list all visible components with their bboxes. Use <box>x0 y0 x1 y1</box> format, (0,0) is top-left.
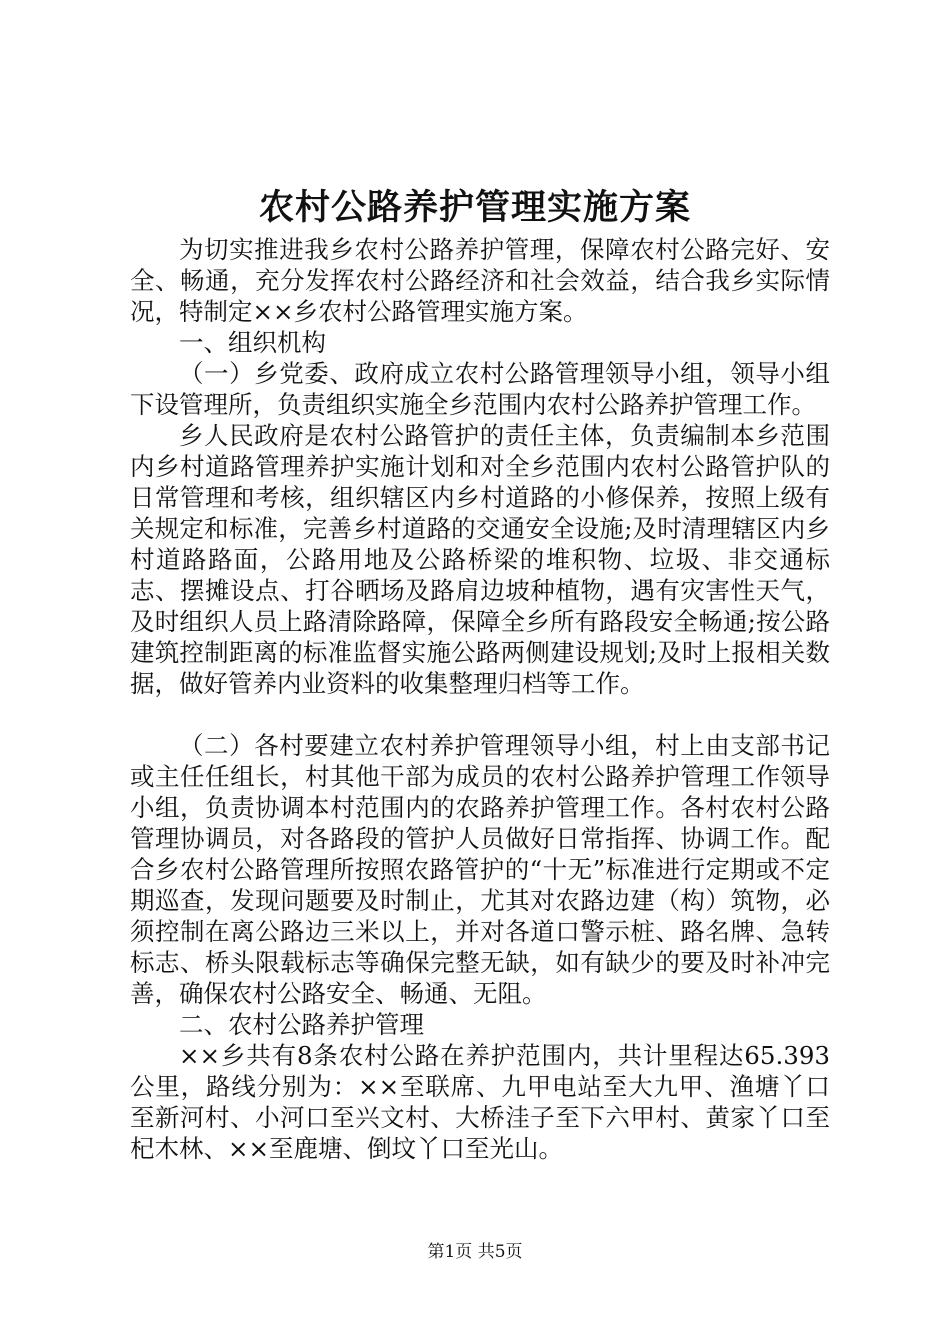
section-heading-organization: 一、组织机构 <box>179 328 326 357</box>
page-number-footer: 第1页 共5页 <box>427 1242 523 1262</box>
intro-paragraph: 为切实推进我乡农村公路养护管理，保障农村公路完好、安全、畅通，充分发挥农村公路经济和社会效益，结合我乡实际情况，特制定××乡农村公路管理实施方案。 <box>130 235 830 326</box>
document-title: 农村公路养护管理实施方案 <box>258 187 691 228</box>
paragraph-subsection-two: （二）各村要建立农村养护管理领导小组，村上由支部书记或主任任组长，村其他干部为成员的农村公路养护管理工作领导小组，负责协调本村范围内的农路养护管理工作。各村农村公路管理协调员，对各路段的管护人员做好日常指挥、协调工作。配合乡农村公路管理所按照农路管护的“十无”标准进行定期或不定期巡查，发现问题要及时制止，尤其对农路边建（构）筑物，必须控制在离公路边三米以上，并对各道口警示桩、路名牌、急转标志、桥头限载标志等确保完整无缺，如有缺少的要及时补冲完善，确保农村公路安全、畅通、无阻。 <box>130 731 830 1008</box>
paragraph-road-list: ××乡共有8条农村公路在养护范围内，共计里程达65.393公里，路线分别为：××至联席、九甲电站至大九甲、渔塘丫口至新河村、小河口至兴文村、大桥洼子至下六甲村、黄家丫口至杞木林、××至鹿塘、倒坟丫口至光山。 <box>130 1041 830 1163</box>
document-body <box>130 234 830 1164</box>
paragraph-subsection-one: （一）乡党委、政府成立农村公路管理领导小组，领导小组下设管理所，负责组织实施全乡范围内农村公路养护管理工作。 <box>130 359 830 419</box>
paragraph-township-government: 乡人民政府是农村公路管护的责任主体，负责编制本乡范围内乡村道路管理养护实施计划和对全乡范围内农村公路管护队的日常管理和考核，组织辖区内乡村道路的小修保养，按照上级有关规定和标准，完善乡村道路的交通安全设施;及时清理辖区内乡村道路路面，公路用地及公路桥梁的堆积物、垃圾、非交通标志、摆摊设点、打谷晒场及路肩边坡种植物，遇有灾害性天气，及时组织人员上路清除路障，保障全乡所有路段安全畅通;按公路建筑控制距离的标准监督实施公路两侧建设规划;及时上报相关数据，做好管养内业资料的收集整理归档等工作。 <box>130 421 830 698</box>
section-heading-maintenance: 二、农村公路养护管理 <box>179 1010 424 1039</box>
